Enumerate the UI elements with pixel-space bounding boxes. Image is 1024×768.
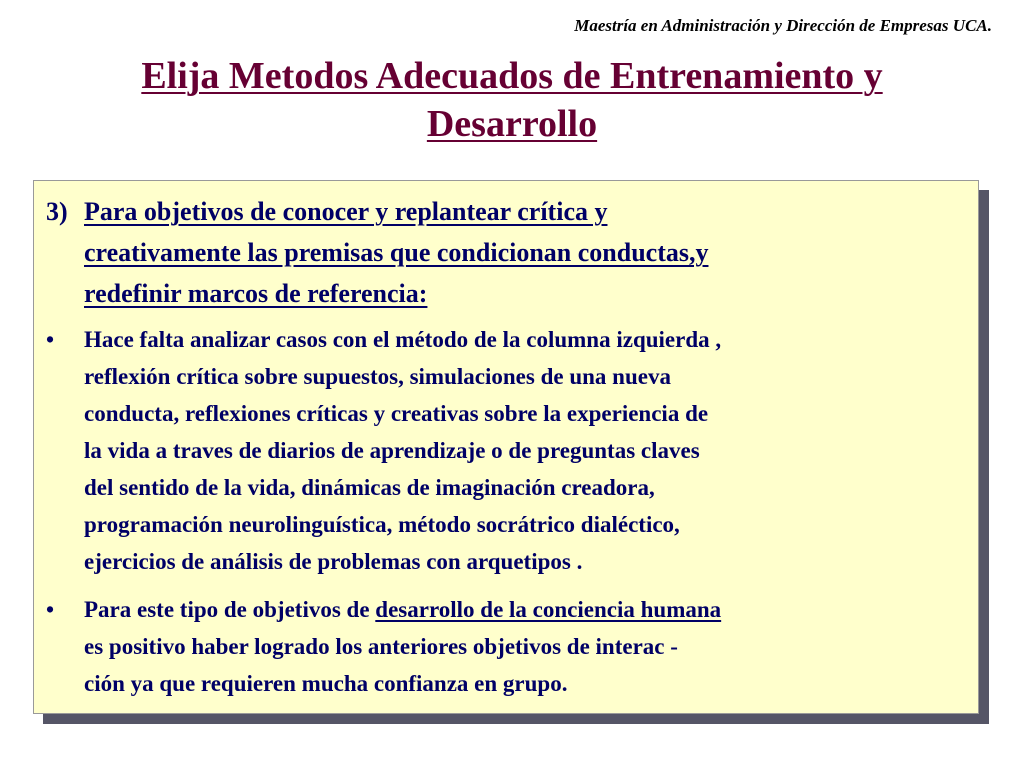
heading-number: 3) <box>46 197 68 226</box>
bullet-line: es positivo haber logrado los anteriores objetivos de interac - <box>84 634 678 659</box>
slide-title <box>40 52 984 148</box>
bullet-item-consciousness <box>46 591 966 702</box>
title-line-1: Elija Metodos Adecuados de Entrenamiento y <box>141 55 883 97</box>
bullet-line: ejercicios de análisis de problemas con arquetipos . <box>84 549 583 574</box>
header-note: Maestría en Administración y Dirección de Empresas UCA. <box>574 16 992 35</box>
heading-line-3: redefinir marcos de referencia: <box>84 279 428 308</box>
content-panel <box>33 180 979 714</box>
bullet-item-methods <box>46 321 966 580</box>
bullet-icon: • <box>46 327 55 352</box>
bullet-line: reflexión crítica sobre supuestos, simulaciones de una nueva <box>84 364 671 389</box>
bullet-line: conducta, reflexiones críticas y creativas sobre la experiencia de <box>84 401 709 426</box>
bullet-underlined-phrase: desarrollo de la conciencia humana <box>375 597 722 622</box>
bullet-line: programación neurolinguística, método socrátrico dialéctico, <box>84 512 680 537</box>
bullet-line: ción ya que requieren mucha confianza en grupo. <box>84 671 568 696</box>
section-heading <box>46 191 966 314</box>
bullet-line: del sentido de la vida, dinámicas de imaginación creadora, <box>84 475 655 500</box>
bullet-line-prefix: Para este tipo de objetivos de <box>84 597 376 622</box>
bullet-icon: • <box>46 597 55 622</box>
bullet-line: Hace falta analizar casos con el método de la columna izquierda , <box>84 327 722 352</box>
bullet-line <box>84 591 966 628</box>
title-line-2: Desarrollo <box>426 103 598 145</box>
heading-line-1: Para objetivos de conocer y replantear crítica y <box>84 197 608 226</box>
heading-line-2: creativamente las premisas que condicionan conductas,y <box>84 238 709 267</box>
bullet-line: la vida a traves de diarios de aprendizaje o de preguntas claves <box>84 438 700 463</box>
